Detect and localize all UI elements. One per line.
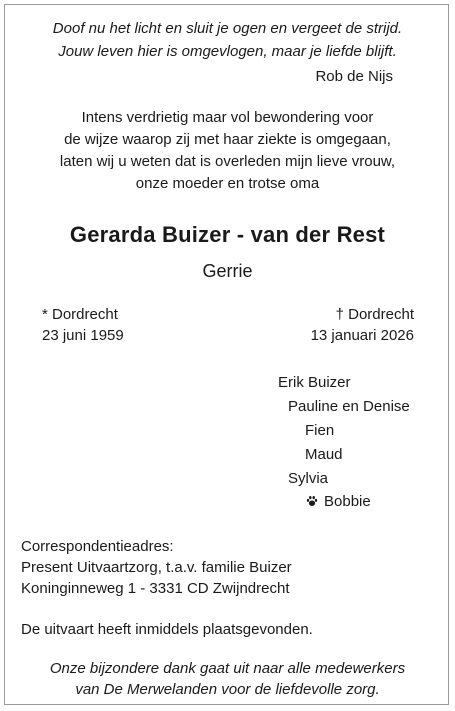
quote-author: Rob de Nijs xyxy=(315,68,393,85)
announcement-line: laten wij u weten dat is overleden mijn lieve vrouw, xyxy=(59,153,396,170)
family-member: Maud xyxy=(305,446,343,463)
correspondence-line-2: Koninginneweg 1 - 3331 CD Zwijndrecht xyxy=(21,580,290,597)
family-member: Erik Buizer xyxy=(278,374,351,391)
death-place: † Dordrecht xyxy=(335,306,414,323)
announcement-line: Intens verdrietig maar vol bewondering voor xyxy=(81,109,374,126)
family-member: Sylvia xyxy=(288,470,329,487)
quote-line-1: Doof nu het licht en sluit je ogen en vergeet de strijd. xyxy=(52,20,403,37)
pet-name: Bobbie xyxy=(324,493,371,510)
deceased-name: Gerarda Buizer - van der Rest xyxy=(69,222,386,247)
family-member: Fien xyxy=(305,422,335,439)
deceased-nickname: Gerrie xyxy=(202,261,253,281)
funeral-note: De uitvaart heeft inmiddels plaatsgevonden. xyxy=(21,621,313,638)
paw-icon xyxy=(306,495,318,507)
death-date: 13 januari 2026 xyxy=(310,327,414,344)
family-pet xyxy=(306,492,371,512)
family-member: Pauline en Denise xyxy=(288,398,410,415)
correspondence-label: Correspondentieadres: xyxy=(21,538,174,555)
thanks-line-2: van De Merwelanden voor de liefdevolle zorg. xyxy=(75,681,380,698)
correspondence-line-1: Present Uitvaartzorg, t.a.v. familie Buizer xyxy=(21,559,292,576)
birth-place: * Dordrecht xyxy=(42,306,118,323)
birth-date: 23 juni 1959 xyxy=(42,327,124,344)
thanks-line-1: Onze bijzondere dank gaat uit naar alle medewerkers xyxy=(49,660,406,677)
quote-line-2: Jouw leven hier is omgevlogen, maar je liefde blijft. xyxy=(58,43,397,60)
announcement-line: de wijze waarop zij met haar ziekte is omgegaan, xyxy=(64,131,391,148)
announcement-line: onze moeder en trotse oma xyxy=(135,175,320,192)
